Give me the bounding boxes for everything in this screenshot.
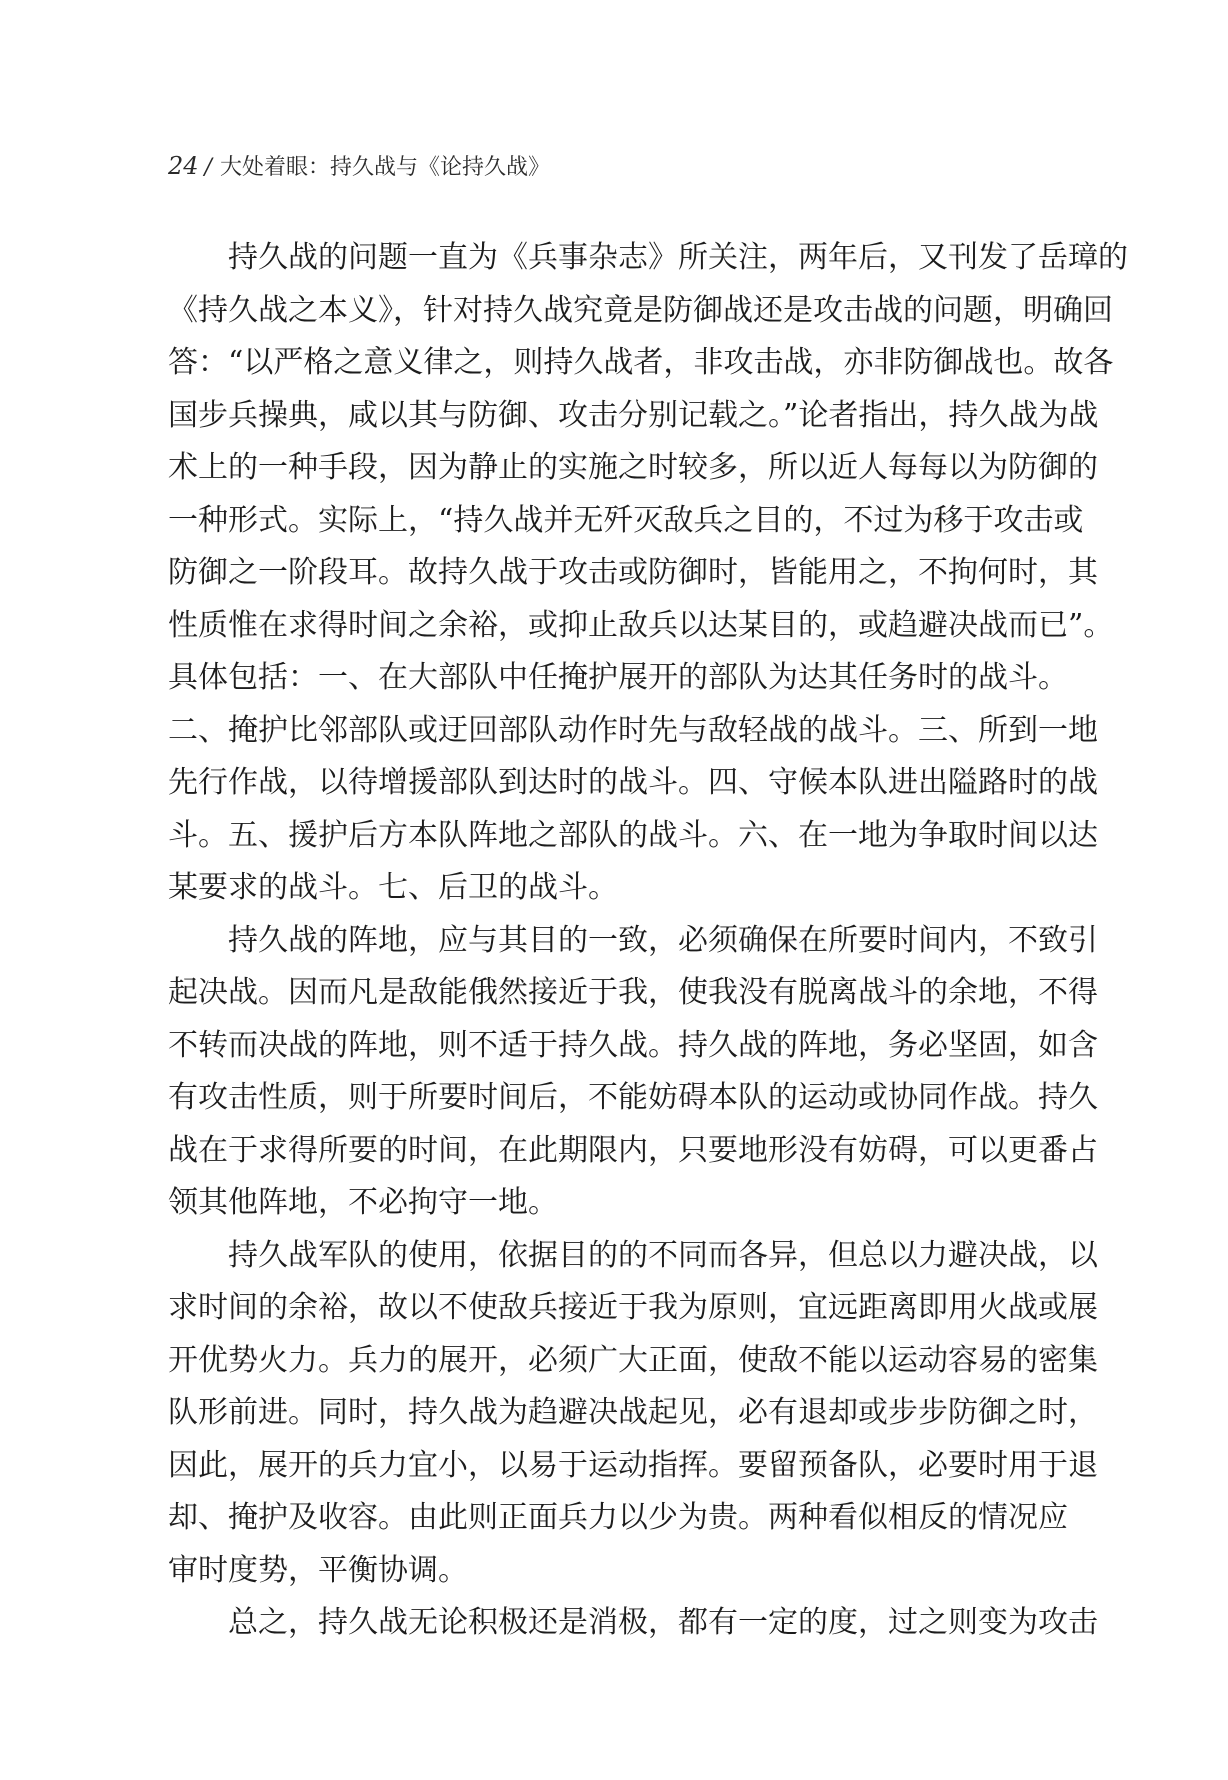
running-head <box>168 150 550 181</box>
text-line: 开优势火力。兵力的展开，必须广大正面，使敌不能以运动容易的密集 <box>168 1342 1098 1378</box>
text-line: 战在于求得所要的时间，在此期限内，只要地形没有妨碍，可以更番占 <box>168 1132 1098 1168</box>
text-line: 总之，持久战无论积极还是消极，都有一定的度，过之则变为攻击 <box>228 1605 1098 1640</box>
paragraph <box>168 232 1128 915</box>
text-line: 性质惟在求得时间之余裕，或抑止敌兵以达某目的，或趋避决战而已”。 <box>168 607 1114 643</box>
text-line: 领其他阵地，不必拘守一地。 <box>168 1185 558 1220</box>
text-line: 先行作战，以待增援部队到达时的战斗。四、守候本队进出隘路时的战 <box>168 765 1098 800</box>
paragraph <box>168 1597 1098 1650</box>
text-line: 一种形式。实际上，“持久战并无歼灭敌兵之目的，不过为移于攻击或 <box>168 502 1084 538</box>
text-line: 队形前进。同时，持久战为趋避决战起见，必有退却或步步防御之时， <box>168 1395 1098 1430</box>
text-line: 答：“以严格之意义律之，则持久战者，非攻击战，亦非防御战也。故各 <box>168 345 1114 380</box>
text-line: 国步兵操典，咸以其与防御、攻击分别记载之。”论者指出，持久战为战 <box>168 397 1099 433</box>
body-text <box>168 232 1128 1650</box>
paragraph <box>168 915 1098 1230</box>
text-line: 审时度势，平衡协调。 <box>168 1552 468 1588</box>
text-line: 二、掩护比邻部队或迂回部队动作时先与敌轻战的战斗。三、所到一地 <box>168 712 1098 748</box>
text-line: 斗。五、援护后方本队阵地之部队的战斗。六、在一地为争取时间以达 <box>168 817 1098 853</box>
text-line: 持久战的阵地，应与其目的一致，必须确保在所要时间内，不致引 <box>228 922 1098 958</box>
text-line: 《持久战之本义》，针对持久战究竟是防御战还是攻击战的问题，明确回 <box>168 292 1113 328</box>
text-line: 却、掩护及收容。由此则正面兵力以少为贵。两种看似相反的情况应 <box>168 1500 1068 1535</box>
text-line: 因此，展开的兵力宜小，以易于运动指挥。要留预备队，必要时用于退 <box>168 1447 1098 1483</box>
text-line: 起决战。因而凡是敌能俄然接近于我，使我没有脱离战斗的余地，不得 <box>168 975 1098 1010</box>
text-line: 持久战军队的使用，依据目的的不同而各异，但总以力避决战，以 <box>228 1237 1098 1273</box>
header-separator: / <box>204 155 212 180</box>
text-line: 不转而决战的阵地，则不适于持久战。持久战的阵地，务必坚固，如含 <box>168 1027 1098 1063</box>
text-line: 持久战的问题一直为《兵事杂志》所关注，两年后，又刊发了岳璋的 <box>228 240 1128 275</box>
page-number: 24 <box>168 152 199 180</box>
paragraph <box>168 1230 1098 1598</box>
text-line: 求时间的余裕，故以不使敌兵接近于我为原则，宜远距离即用火战或展 <box>168 1290 1098 1325</box>
chapter-title: 大处着眼：持久战与《论持久战》 <box>219 155 550 180</box>
text-line: 有攻击性质，则于所要时间后，不能妨碍本队的运动或协同作战。持久 <box>168 1080 1098 1115</box>
text-line: 具体包括：一、在大部队中任掩护展开的部队为达其任务时的战斗。 <box>168 660 1068 695</box>
text-line: 术上的一种手段，因为静止的实施之时较多，所以近人每每以为防御的 <box>168 450 1098 485</box>
text-line: 防御之一阶段耳。故持久战于攻击或防御时，皆能用之，不拘何时，其 <box>168 555 1098 590</box>
text-line: 某要求的战斗。七、后卫的战斗。 <box>168 870 618 905</box>
